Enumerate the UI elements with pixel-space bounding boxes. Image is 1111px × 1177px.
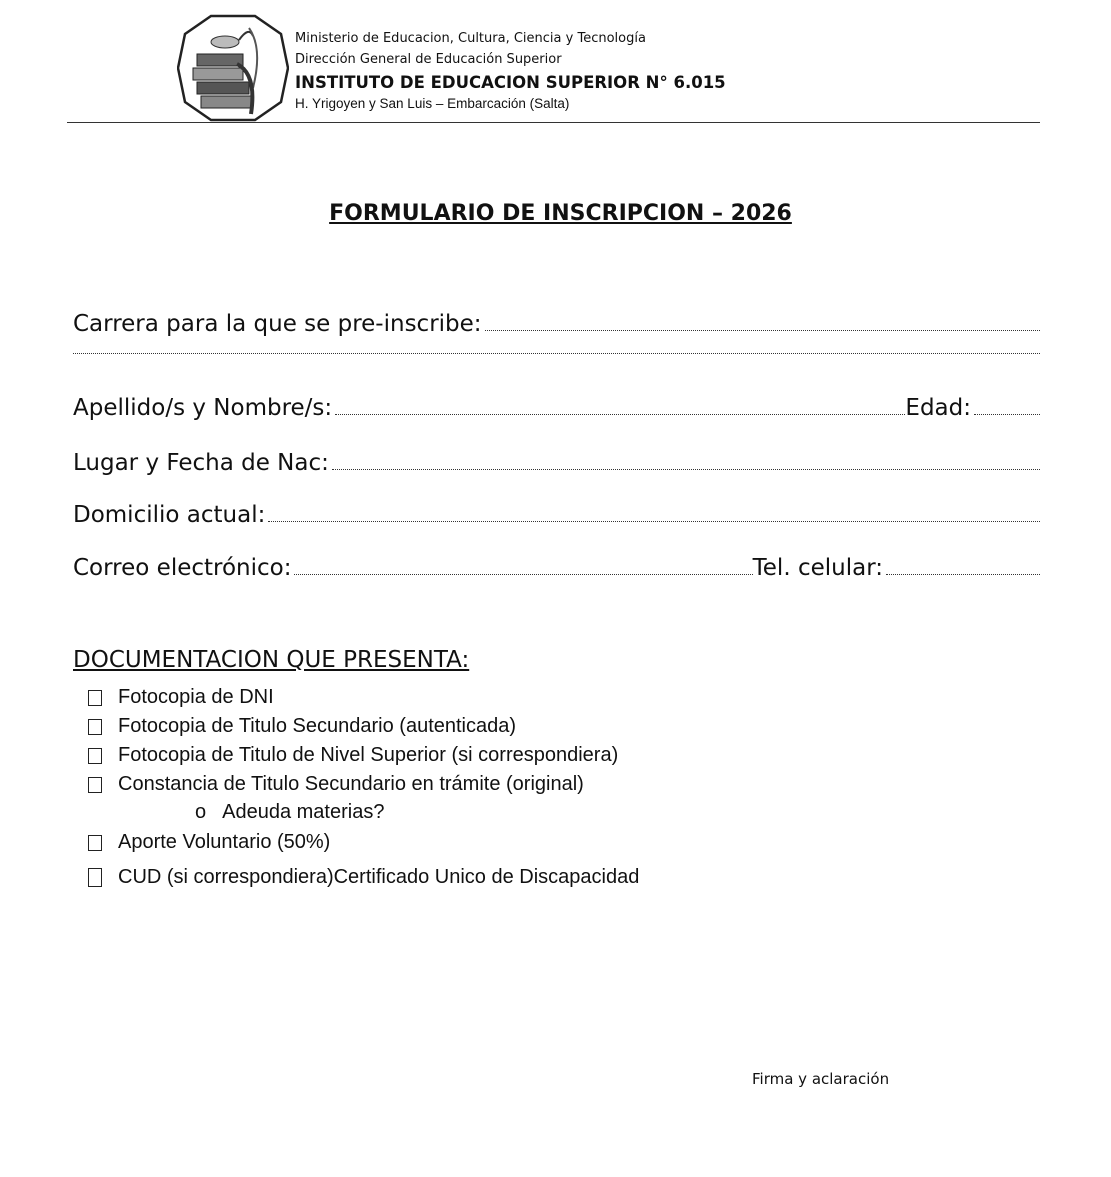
doc-sub-item-label: Adeuda materias?	[222, 801, 385, 823]
career-field-continued[interactable]	[73, 352, 1040, 354]
age-label: Edad:	[905, 395, 971, 421]
career-line-2[interactable]	[73, 352, 1040, 354]
doc-item[interactable]	[88, 773, 584, 796]
circle-bullet-icon: o	[195, 801, 207, 823]
phone-label: Tel. celular:	[752, 555, 883, 581]
career-field[interactable]	[73, 311, 1040, 337]
institute-address: H. Yrigoyen y San Luis – Embarcación (Salta)	[295, 96, 570, 111]
address-label: Domicilio actual:	[73, 502, 266, 528]
doc-item-label: Fotocopia de DNI	[118, 686, 274, 708]
checkbox-icon[interactable]	[88, 835, 102, 851]
checkbox-icon[interactable]	[88, 690, 102, 706]
phone-line[interactable]	[886, 573, 1040, 575]
address-field[interactable]	[73, 502, 1040, 528]
age-line[interactable]	[974, 413, 1040, 415]
doc-sub-item	[195, 801, 384, 824]
direction-name: Dirección General de Educación Superior	[295, 52, 562, 67]
doc-item[interactable]	[88, 831, 330, 854]
career-line[interactable]	[485, 329, 1040, 331]
checkbox-icon[interactable]	[88, 719, 102, 735]
doc-item-label: CUD (si correspondiera)Certificado Unico de Discapacidad	[118, 866, 640, 888]
checkbox-icon[interactable]	[88, 868, 102, 887]
signature-label: Firma y aclaración	[752, 1070, 890, 1088]
name-label: Apellido/s y Nombre/s:	[73, 395, 333, 421]
doc-item-label: Constancia de Titulo Secundario en trámite (original)	[118, 773, 584, 795]
name-age-field[interactable]	[73, 395, 1040, 421]
checkbox-icon[interactable]	[88, 777, 102, 793]
documentation-heading: DOCUMENTACION QUE PRESENTA:	[73, 647, 470, 673]
checkbox-icon[interactable]	[88, 748, 102, 764]
email-line[interactable]	[294, 573, 752, 575]
birth-line[interactable]	[332, 468, 1040, 470]
doc-item-label: Fotocopia de Titulo de Nivel Superior (si correspondiera)	[118, 744, 619, 766]
doc-item[interactable]	[88, 715, 516, 738]
doc-item-label: Aporte Voluntario (50%)	[118, 831, 331, 853]
institute-logo	[177, 14, 289, 122]
header-divider	[67, 122, 1040, 123]
birth-field[interactable]	[73, 450, 1040, 476]
form-title: FORMULARIO DE INSCRIPCION – 2026	[329, 201, 792, 226]
ministry-name: Ministerio de Educacion, Cultura, Ciencia y Tecnología	[295, 31, 646, 46]
doc-item[interactable]	[88, 744, 618, 767]
email-phone-field[interactable]	[73, 555, 1040, 581]
birth-label: Lugar y Fecha de Nac:	[73, 450, 329, 476]
doc-item-label: Fotocopia de Titulo Secundario (autenticada)	[118, 715, 517, 737]
doc-item[interactable]	[88, 866, 639, 889]
name-line[interactable]	[335, 413, 905, 415]
institute-name: INSTITUTO DE EDUCACION SUPERIOR N° 6.015	[295, 73, 726, 92]
career-label: Carrera para la que se pre-inscribe:	[73, 311, 482, 337]
address-line[interactable]	[268, 520, 1040, 522]
email-label: Correo electrónico:	[73, 555, 292, 581]
doc-item[interactable]	[88, 686, 274, 709]
